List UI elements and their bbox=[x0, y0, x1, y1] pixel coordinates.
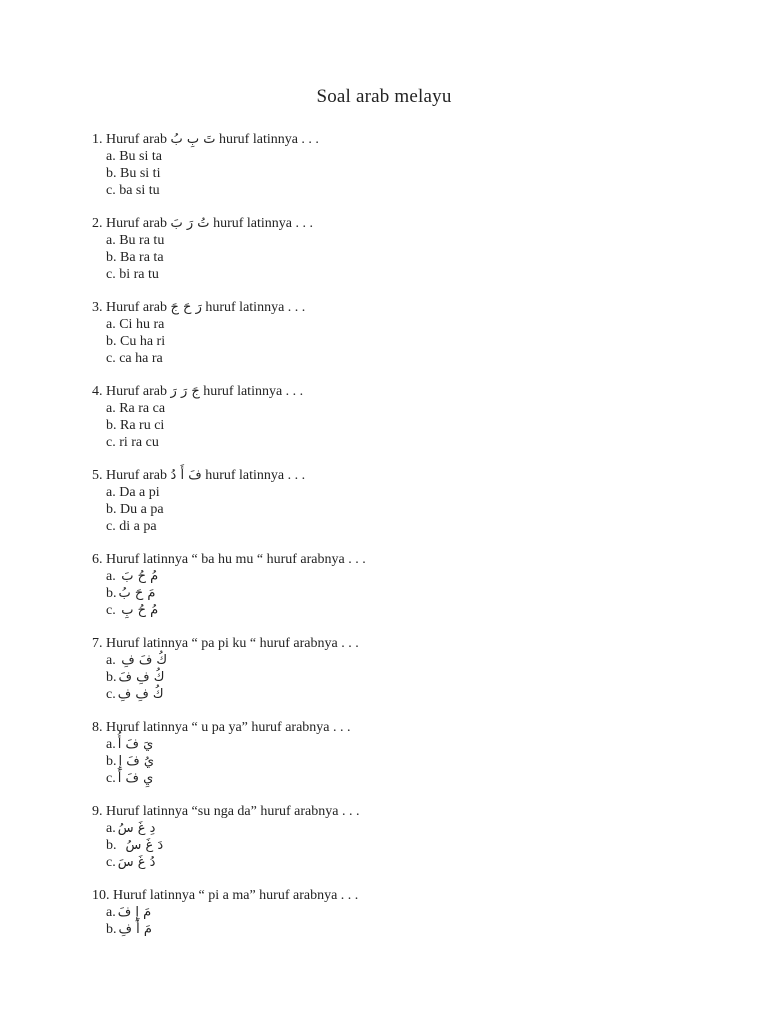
question-prompt: Huruf arab bbox=[106, 216, 171, 231]
question-prompt: Huruf latinnya “su nga da” huruf arabnya . . . bbox=[106, 804, 360, 819]
option-label: b. bbox=[106, 838, 117, 853]
option-text: Da a pi bbox=[115, 485, 160, 500]
question-prompt: Huruf arab bbox=[106, 300, 171, 315]
question-item bbox=[92, 383, 712, 451]
question-number: 5. bbox=[92, 468, 103, 483]
question-item bbox=[92, 887, 712, 938]
answer-options bbox=[92, 148, 712, 199]
option-label: b. bbox=[106, 502, 117, 517]
answer-option bbox=[106, 585, 712, 602]
answer-option bbox=[106, 921, 712, 938]
option-label: b. bbox=[106, 334, 117, 349]
answer-options bbox=[92, 484, 712, 535]
option-text: Bu ra tu bbox=[115, 233, 165, 248]
option-arabic-letters: يِ فَ أَ bbox=[117, 771, 154, 786]
option-label: a. bbox=[106, 401, 116, 416]
question-number: 8. bbox=[92, 720, 103, 735]
question-text bbox=[92, 719, 712, 736]
option-text: ba si tu bbox=[115, 183, 160, 198]
question-prompt-suffix: huruf latinnya . . . bbox=[215, 132, 319, 147]
answer-options bbox=[92, 232, 712, 283]
option-label: c. bbox=[106, 855, 116, 870]
answer-option bbox=[106, 518, 712, 535]
option-arabic-letters: كُ فِ فِ bbox=[117, 687, 164, 702]
answer-option bbox=[106, 854, 712, 871]
answer-option bbox=[106, 669, 712, 686]
question-arabic-letters: فَ أَ دُ bbox=[170, 468, 202, 483]
option-label: a. bbox=[106, 653, 116, 668]
option-label: b. bbox=[106, 166, 117, 181]
question-arabic-letters: تَ بِ بُ bbox=[170, 132, 216, 147]
option-text: di a pa bbox=[115, 519, 157, 534]
option-label: c. bbox=[106, 183, 116, 198]
question-prompt: Huruf latinnya “ pi a ma” huruf arabnya . . . bbox=[113, 888, 359, 903]
question-text bbox=[92, 383, 712, 400]
option-text: Ci hu ra bbox=[115, 317, 165, 332]
answer-option bbox=[106, 736, 712, 753]
option-text: Cu ha ri bbox=[116, 334, 166, 349]
answer-options bbox=[92, 904, 712, 938]
question-prompt-suffix: huruf latinnya . . . bbox=[209, 216, 313, 231]
option-arabic-letters: كُ فِ فَ bbox=[118, 670, 165, 685]
option-text: ca ha ra bbox=[115, 351, 163, 366]
question-text bbox=[92, 299, 712, 316]
option-label: a. bbox=[106, 485, 116, 500]
option-label: a. bbox=[106, 737, 116, 752]
answer-options bbox=[92, 400, 712, 451]
question-prompt-suffix: huruf latinnya . . . bbox=[199, 384, 304, 399]
option-label: a. bbox=[106, 149, 116, 164]
question-number: 7. bbox=[92, 636, 103, 651]
option-label: c. bbox=[106, 771, 116, 786]
option-label: c. bbox=[106, 267, 116, 282]
question-text bbox=[92, 803, 712, 820]
option-arabic-letters: مَ أَ فِ bbox=[118, 922, 152, 937]
option-arabic-letters: مُ حُ بَ bbox=[121, 569, 159, 584]
option-text: Ra ra ca bbox=[115, 401, 166, 416]
question-prompt: Huruf latinnya “ ba hu mu “ huruf arabnya . . . bbox=[106, 552, 366, 567]
question-text bbox=[92, 467, 712, 484]
answer-option bbox=[106, 148, 712, 165]
option-label: c. bbox=[106, 351, 116, 366]
question-prompt: Huruf arab bbox=[106, 468, 171, 483]
question-item bbox=[92, 551, 712, 619]
option-label: a. bbox=[106, 905, 116, 920]
option-arabic-letters: كُ فَ فِ bbox=[121, 653, 168, 668]
option-label: c. bbox=[106, 519, 116, 534]
question-prompt-suffix: huruf latinnya . . . bbox=[201, 300, 306, 315]
option-arabic-letters: دُ غَ سَ bbox=[117, 855, 156, 870]
answer-option bbox=[106, 266, 712, 283]
question-prompt: Huruf latinnya “ u pa ya” huruf arabnya . . . bbox=[106, 720, 351, 735]
question-arabic-letters: تُ رَ بَ bbox=[170, 216, 210, 231]
question-text bbox=[92, 131, 712, 148]
question-item bbox=[92, 131, 712, 199]
answer-option bbox=[106, 434, 712, 451]
question-item bbox=[92, 299, 712, 367]
option-arabic-letters: مَ إِ فَ bbox=[117, 905, 152, 920]
answer-option bbox=[106, 770, 712, 787]
question-number: 3. bbox=[92, 300, 103, 315]
option-label: b. bbox=[106, 922, 117, 937]
answer-option bbox=[106, 333, 712, 350]
option-text bbox=[117, 838, 124, 853]
answer-options bbox=[92, 316, 712, 367]
option-label: b. bbox=[106, 418, 117, 433]
question-number: 4. bbox=[92, 384, 103, 399]
answer-option bbox=[106, 232, 712, 249]
question-prompt-suffix: huruf latinnya . . . bbox=[201, 468, 306, 483]
question-prompt: Huruf arab bbox=[106, 384, 171, 399]
option-label: b. bbox=[106, 250, 117, 265]
answer-option bbox=[106, 602, 712, 619]
question-number: 6. bbox=[92, 552, 103, 567]
option-arabic-letters: مُ حُ بِ bbox=[121, 603, 159, 618]
answer-option bbox=[106, 249, 712, 266]
answer-option bbox=[106, 753, 712, 770]
answer-option bbox=[106, 820, 712, 837]
answer-option bbox=[106, 568, 712, 585]
answer-option bbox=[106, 165, 712, 182]
question-text bbox=[92, 551, 712, 568]
question-number: 10. bbox=[92, 888, 110, 903]
option-text: Ba ra ta bbox=[116, 250, 164, 265]
option-arabic-letters: يُ فَ إِ bbox=[118, 754, 155, 769]
answer-option bbox=[106, 417, 712, 434]
question-item bbox=[92, 719, 712, 787]
option-label: c. bbox=[106, 687, 116, 702]
answer-options bbox=[92, 736, 712, 787]
question-item bbox=[92, 635, 712, 703]
question-prompt: Huruf latinnya “ pa pi ku “ huruf arabnya . . . bbox=[106, 636, 359, 651]
answer-option bbox=[106, 837, 712, 854]
answer-options bbox=[92, 652, 712, 703]
question-arabic-letters: رَ حَ جَ bbox=[170, 300, 202, 315]
option-text: Bu si ta bbox=[115, 149, 162, 164]
option-label: b. bbox=[106, 586, 117, 601]
answer-option bbox=[106, 182, 712, 199]
question-list bbox=[92, 131, 712, 954]
answer-option bbox=[106, 350, 712, 367]
question-item bbox=[92, 803, 712, 871]
option-text: bi ra tu bbox=[115, 267, 159, 282]
option-label: a. bbox=[106, 569, 116, 584]
answer-option bbox=[106, 501, 712, 518]
option-text: Du a pa bbox=[116, 502, 164, 517]
option-label: a. bbox=[106, 233, 116, 248]
question-number: 1. bbox=[92, 132, 103, 147]
answer-option bbox=[106, 686, 712, 703]
question-text bbox=[92, 635, 712, 652]
option-label: a. bbox=[106, 821, 116, 836]
answer-option bbox=[106, 316, 712, 333]
option-text: Ra ru ci bbox=[116, 418, 165, 433]
question-prompt: Huruf arab bbox=[106, 132, 171, 147]
question-item bbox=[92, 215, 712, 283]
question-number: 2. bbox=[92, 216, 103, 231]
option-text: Bu si ti bbox=[116, 166, 161, 181]
option-label: a. bbox=[106, 317, 116, 332]
option-text: ri ra cu bbox=[115, 435, 159, 450]
answer-options bbox=[92, 820, 712, 871]
answer-option bbox=[106, 484, 712, 501]
option-label: b. bbox=[106, 754, 117, 769]
question-text bbox=[92, 887, 712, 904]
question-arabic-letters: جَ رَ رَ bbox=[170, 384, 200, 399]
option-arabic-letters: مَ حَ بُ bbox=[118, 586, 156, 601]
answer-option bbox=[106, 400, 712, 417]
question-text bbox=[92, 215, 712, 232]
answer-option bbox=[106, 904, 712, 921]
question-item bbox=[92, 467, 712, 535]
question-number: 9. bbox=[92, 804, 103, 819]
option-label: c. bbox=[106, 603, 116, 618]
option-arabic-letters: دِ غَ سُ bbox=[117, 821, 156, 836]
option-label: c. bbox=[106, 435, 116, 450]
option-arabic-letters: دَ غَ سُ bbox=[125, 838, 164, 853]
option-label: b. bbox=[106, 670, 117, 685]
document-title: Soal arab melayu bbox=[316, 86, 452, 107]
answer-option bbox=[106, 652, 712, 669]
option-arabic-letters: يَ فَ أُ bbox=[117, 737, 154, 752]
answer-options bbox=[92, 568, 712, 619]
